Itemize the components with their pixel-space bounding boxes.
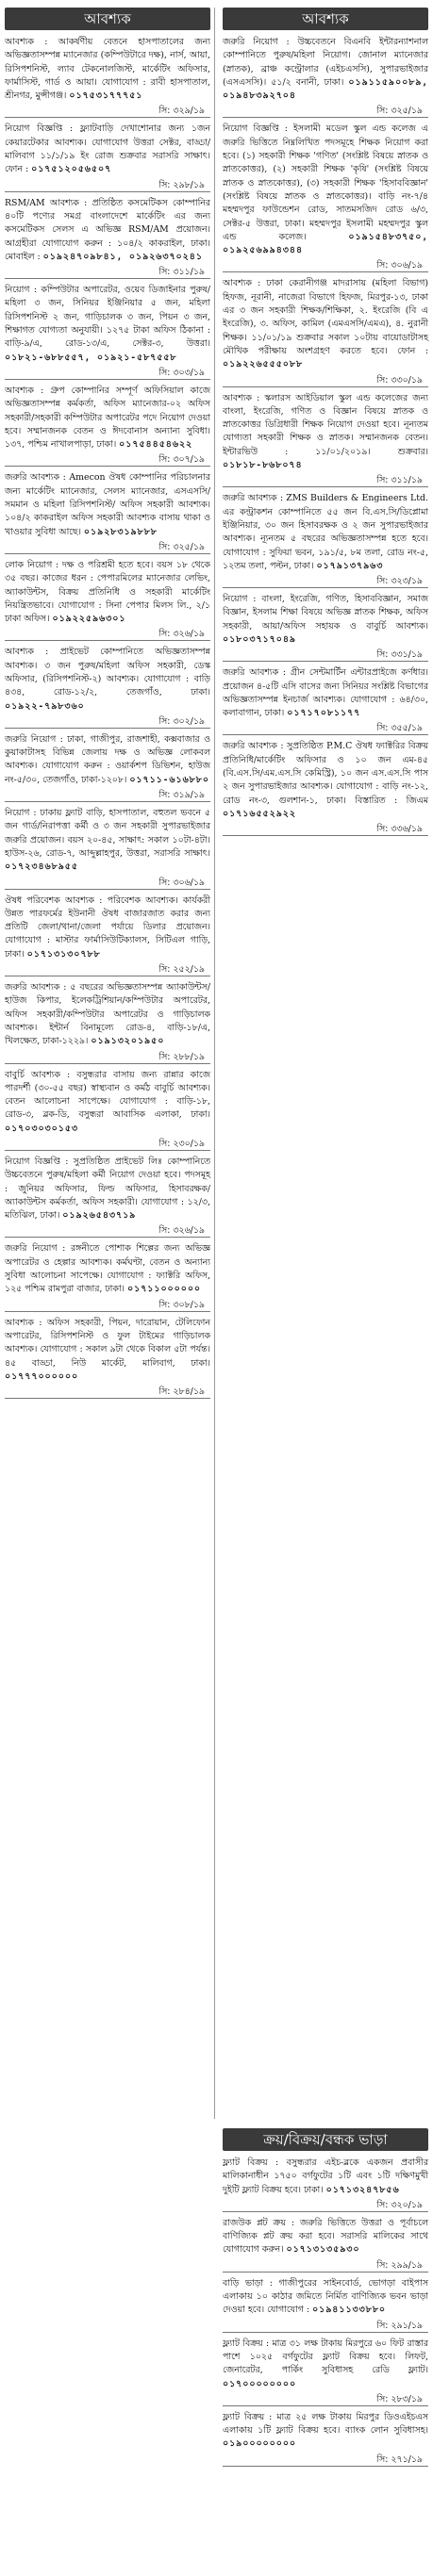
ad-body: জরুরি আবশ্যক : গ্রীন সেন্টমার্টিন এন্টারপ্রাইজে কর্ণধার। প্রয়োজন ৪-৫টি এসি বাসের জন্য সিনিয়র সংশ্লিষ্ট বিভাগের অভিজ্ঞতাসম্পন্ন ইনচার্জ আবশ্যক। যোগাযোগ : ৬৪/৩০, কলাবাগান, ঢাকা। [223,667,428,719]
classified-ad [223,2157,428,2212]
classified-ad [223,392,428,488]
classified-ad [5,1317,210,1399]
buy-sell-section [223,2128,428,2471]
classified-ad [223,666,428,735]
ad-phone: ০১৭১৩১৩০৭৮৮ [26,948,101,960]
ad-body: আবশ্যক : অফিস সহকারী, পিয়ন, দারোয়ান, টেলিফোন অপারেটর, রিসিপশনিস্ট ও ফুল টাইমের গাড়িচালক আবশ্যক। যোগাযোগ : সকাল ৯টা থেকে বিকাল ৫টা পর্যন্ত। ৪৫ বাড্ডা, নিউ মার্কেট, মালিবাগ, ঢাকা। [5,1317,210,1369]
ad-code: সি: ৩৩৬/১৯ [223,823,428,836]
ad-code: সি: ৩৩১/১৯ [223,648,428,662]
classified-ad [223,2411,428,2467]
ad-code: সি: ৩৫৫/১৯ [223,722,428,735]
classified-ad [223,36,428,118]
ad-phone: ০১৭৯১৩৭৯৬৩ [316,560,384,571]
ad-phone: ০১৭১৬৫৫২৯২২ [223,808,296,819]
ad-phone: ০১৯২২৫৯৬৩০১ [52,614,126,625]
ad-body: নিয়োগ : ঢাকায় ফ্ল্যাট বাড়ি, হাসপাতাল, বহুতল ভবনে ৫ জন গার্ড/নিরাপত্তা কর্মী ও ৩ জন সহকারী সুপারভাইজার জরুরি প্রয়োজন। বয়স ২০-৪৫, সাক্ষাৎ: সকাল ১০টা-৪টা। হাউস-২৬, রোড-৭, আব্দুল্লাহপুর, উত্তরা, সরাসরি সাক্ষাৎ। [5,808,210,859]
ad-phone: ০১৭৫১২০৫৬৫০৭ [31,164,112,175]
classified-ad [5,646,210,728]
classified-ad [5,733,210,802]
ad-text [223,36,428,105]
ad-text [223,277,428,373]
right-column [223,8,428,841]
ad-code: সি: ২৮৮/১৯ [5,1051,210,1064]
ad-body: আবশ্যক : প্রাইভেট কোম্পানিতে অভিজ্ঞতাসম্পন্ন আবশ্যক। ৩ জন পুরুষ/মহিলা অফিস সহকারী, ডেস্ক অফিসার, (রিসিপশনিস্ট-২) আবশ্যক। যোগাযোগ : বাড়ি ৪৩৪, রোড-১২/২, তেজগাঁও, ঢাকা। [5,647,210,698]
ad-text [223,2217,428,2259]
ad-phone: ০১৭৭৭০০০০০০ [5,1370,79,1382]
ad-text [223,2277,428,2320]
ad-text [223,492,428,575]
ad-code: সি: ৩০২/১৯ [5,715,210,729]
classified-ad [223,2217,428,2272]
ad-text [5,471,210,540]
classified-ad [223,740,428,836]
ad-code: সি: ২৯৮/১৯ [5,179,210,192]
classified-ad [5,123,210,191]
ad-phone: ০১৯২৮৩১৯৮৮৮ [83,526,158,537]
ad-body: জরুরি আবশ্যক : সুপ্রতিষ্ঠিত P.M.C ঔষধ ফ্যাক্টরির বিক্রয় প্রতিনিধি/মার্কেটিং অফিসার ও ১০ জন এম-৪৫ (বি.এস.সি/এম.এস.সি কেমিস্ট্রি), ১০ জন এস.এস.সি পাস ২ জন সুপারভাইজার আবশ্যক। যোগাযোগ : বাড়ি নং-১২, রোড নং-৩, গুলশান-১, ঢাকা। বিস্তারিত : জিএম [223,741,428,806]
ad-text [5,894,210,963]
section-header-abosshok: আবশ্যক [5,8,210,30]
ad-code: সি: ২৯৯/১৯ [223,2259,428,2272]
classified-ad [5,36,210,118]
ad-text [5,385,210,453]
classified-ad [223,277,428,386]
buy-sell-ads-list [223,2157,428,2467]
ad-phone: ০১৭১১০০০০০০ [127,1284,202,1295]
ad-code: সি: ২৮৩/১৯ [223,2393,428,2406]
ad-body: ফ্ল্যাট বিক্রয় : বসুন্ধরার এইচ-ব্লকে একজন প্রবাসীর মালিকানাধীন ১৭৫০ বর্গফুটের ১টি এবং ১টি দক্ষিণমুখী দুইটি ফ্ল্যাট বিক্রয় হবে। ঢাকা। [223,2158,428,2195]
ad-body: নিয়োগ : বাংলা, ইংরেজি, গণিত, হিসাববিজ্ঞান, সমাজ বিজ্ঞান, ইসলাম শিক্ষা বিষয়ে অভিজ্ঞ স্নাতক শিক্ষক, অফিস সহকারী, আয়া/অফিস সহায়ক ও বাবুর্চি আবশ্যক। [223,594,428,632]
classified-ad [5,471,210,553]
classified-ad [5,284,210,380]
ad-code: সি: ৩১৯/১৯ [5,789,210,802]
ad-text [223,2411,428,2453]
ad-body: আবশ্যক : আকর্ষণীয় বেতনে হাসপাতালের জন্য অভিজ্ঞতাসম্পন্ন ম্যানেজার (কম্পিউটারে দক্ষ), নার্স, আয়া, রিসিপশনিস্ট, ল্যাব টেকনোলজিস্ট, মার্কেটিং অফিসার, ফার্মাসিস্ট, গার্ড ও আয়া। যোগাযোগ : রাবী হাসপাতাল, শ্রীনগর, মুন্সীগঞ্জ। [5,37,210,102]
ad-text [5,1156,210,1224]
ad-text [5,36,210,105]
ad-code: সি: ৩৩০/১৯ [223,374,428,387]
ad-body: জরুরি আবশ্যক : ZMS Builders & Engineers Ltd. এর কন্ট্রাকশন কোম্পানিতে ৫৫ জন বি.এস.সি/ডিপ্লোমা ইঞ্জিনিয়ার, ৩০ জন হিসাবরক্ষক ও ২ জন সুপারভাইজার আবশ্যক। ন্যূনতম ৫ বছরের অভিজ্ঞতাসম্পন্ন হতে হবে। যোগাযোগ : সুফিয়া ভবন, ১৯১/৫, ৮ম তলা, রোড নং-৫, ১২তম তলা, পল্টন, ঢাকা। [223,493,428,571]
ad-phone: ০১৭২৩৪৬৮৯৫৫ [5,861,78,873]
ad-phone: ০১৭৫৪৪৫৪৬২২ [119,439,193,451]
ad-phone: ০১৯১৩২০১৯৫০ [91,1036,165,1047]
ad-phone: ০১৯২৪৭০৯৮৪১, ০১৯২৬৩৭০২৪১ [42,251,203,262]
classified-ad [223,2338,428,2406]
ad-body: আবশ্যক : ঢাকা কেরানীগঞ্জ মাদরাসায় (মহিলা বিভাগ) হিফজ, নূরানী, নাজেরা বিভাগে হিফজ, মিরপুর-১৩, ঢাকা এর ৩ জন সহকারী শিক্ষক/শিক্ষিকা, ২. ইংরেজি (বি এ ইংরেজি), ৩. অফিস, কামিল (এমএসসি/এমএ), ৪. নুরানী শিক্ষক। ১১/০১/১৯ শুক্রবার সকাল ১০টায় বায়োডাটাসহ মৌখিক পরীক্ষায় অংশগ্রহণ করতে হবে। ফোন : [223,278,428,356]
classified-ad [5,197,210,279]
ad-text [5,197,210,266]
ad-phone: ০১৭৫৩১৭৭৭৫১ [69,90,143,102]
ad-body: নিয়োগ বিজ্ঞপ্তি : ইসলামী মডেল স্কুল এন্ড কলেজ এ জরুরি ভিত্তিতে নিম্নলিখিত পদসমূহে শিক্ষক নিয়োগ করা হবে। (১) সহকারী শিক্ষক 'গণিত' (সংশ্লিষ্ট বিষয়ে স্নাতক ও স্নাতকোত্তর), (২) সহকারী শিক্ষক 'কৃষি' (সংশ্লিষ্ট বিষয়ে স্নাতক ও স্নাতকোত্তর), (৩) সহকারী শিক্ষক 'হিসাববিজ্ঞান' (সংশ্লিষ্ট বিষয়ে স্নাতক ও স্নাতকোত্তর)। বাড়ি নং-৭/৪ মহম্মদপুর ফাউন্ডেশন রোড, সাতমসজিদ রোড ৬/৩, সেক্টর-৫ উত্তরা, ঢাকা। মহম্মদপুর ইসলামী মহম্মদপুর স্কুল এন্ড কলেজ। [223,123,428,242]
ad-phone: ০১৯৪১১৩৩৮৮০ [312,2305,387,2316]
ad-code: সি: ৩০৩/১৯ [5,367,210,380]
ad-text [223,666,428,722]
ad-body: জরুরি নিয়োগ : রঙ্গনীতে পোশাক শিল্পের জন্য অভিজ্ঞ অপারেটর ও হেল্পার আবশ্যক। কর্মঘণ্টা, বেতন ও অন্যান্য সুবিধা আলোচনা সাপেক্ষে। যোগাযোগ : ফ্যাক্টরি অফিস, ১২৫ পশ্চিম রামপুরা বাজার, ঢাকা। [5,1243,210,1295]
ad-code: সি: ২৫২/১৯ [5,963,210,976]
ad-text [5,733,210,789]
classified-ad [5,807,210,889]
ad-phone: ০১৯২২-৭৯৮৩৬০ [5,700,85,712]
ad-body: আবশ্যক : স্কলারস আইডিয়াল স্কুল এন্ড কলেজের জন্য বাংলা, ইংরেজি, গণিত ও বিজ্ঞান বিষয়ে স্নাতক ও স্নাতকোত্তর ডিগ্রিধারী শিক্ষক নিয়োগ দেওয়া হবে। নূন্যতম যোগ্যতা সহকারী শিক্ষক ও স্নাতক। সম্মানজনক বেতন। ইন্টারভিউ : ১১/০১/২০১৯। শুক্রবার। [223,392,428,457]
ad-code: সি: ২৯১/১৯ [223,2320,428,2333]
ad-body: লোক নিয়োগ : দক্ষ ও পরিশ্রমী হতে হবে। বয়স ১৮ থেকে ৩৫ বছর। কাজের ধরন : পেপারমিলের ম্যানেজার লেভিং, অ্যাকাউন্টস, বিক্রয় প্রতিনিধি ও সহকারী মার্কেটিং নিয়ন্ত্রিতভাবে। যোগাযোগ : সিনা পেপার মিলস লি., ২/১ ঢাকা অফিস। [5,559,210,625]
ad-body: জরুরি নিয়োগ : উচ্চবেতনে বিএনবি ইন্টারন্যাশনাল কোম্পানিতে পুরুষ/মহিলা নিয়োগ। জোনাল ম্যানেজার (স্নাতক), ব্রাঞ্চ কন্ট্রোলার (এইচএসসি), সুপারভাইজার (এসএসসি)। ৫১/২ বনানী, ঢাকা। [223,37,428,88]
ad-body: নিয়োগ বিজ্ঞপ্তি : ফ্ল্যাটবাড়ি দেখাশোনার জন্য ১জন কেয়ারটেকার আবশ্যক। যোগাযোগ উত্তরা সেক্টর, বাড্ডা/মালিবাগ ১১/১/১৯ ইং রোজ শুক্রবার সরাসরি সাক্ষাৎ। ফোন : [5,123,210,175]
ad-code: সি: ২৭১/১৯ [223,2453,428,2467]
ad-phone: ০১৭১৩১৩৫৯৩০ [286,2244,360,2256]
ad-body: বাড়ি ভাড়া : গাজীপুরের সাইনবোর্ড, ভোগড়া বাইপাস এলাকায় ১০ কাঠার জমিতে নির্মিত বাণিজ্যিক ভবন ভাড়া দেওয়া হবে। যোগাযোগ : [223,2277,428,2316]
classified-ad [5,385,210,467]
ad-body: ফ্ল্যাট বিক্রয় : মাত্র ৩১ লক্ষ টাকায় মিরপুরে ৬০ ফিট রাস্তার পাশে ১০২৫ বর্গফুটের ফ্ল্যাট বিক্রয় হবে। লিফট, জেনারেটর, পার্কিং সুবিধাসহ রেডি ফ্ল্যাট। [223,2338,428,2376]
ad-text [223,2157,428,2199]
ad-phone: ০১৭০৩০৩০১৫৩ [5,1123,79,1134]
section-header-buy-sell: ক্রয়/বিক্রয়/বন্ধক ভাড়া [223,2128,428,2151]
ad-code: সি: ২৩০/১৯ [5,1138,210,1151]
ad-body: জরুরি আবশ্যক : ৫ বছরের অভিজ্ঞতাসম্পন্ন অ্যাকাউন্টস/হাউজ কিপার, ইলেকট্রিশিয়ান/কম্পিউটার অপারেটর, অফিস সহকারী/কম্পিউটার অপারেটর ও গাড়িচালক আবশ্যক। ইন্টার্ন বিনামূল্যে রোড-৪, বাড়ি-১৮/এ, খিলক্ষেত, ঢাকা-১২২৯। [5,982,210,1047]
section-header-abosshok-right: আবশ্যক [223,8,428,30]
left-ads-list [5,36,210,1399]
ad-code: সি: ৩২৫/১৯ [223,105,428,118]
ad-text [5,807,210,876]
left-column [5,8,210,1403]
classified-ad [5,1156,210,1238]
ad-body: নিয়োগ : কম্পিউটার অপারেটর, ওয়েব ডিজাইনার পুরুষ/মহিলা ৩ জন, সিনিয়র ইঞ্জিনিয়ার ৫ জন, মহিলা রিসিপশনিস্ট ২ জন, গাড়িচালক ৩ জন, পিয়ন ৩ জন, শিক্ষাগত যোগ্যতা অনুযায়ী। ১২৭৫ টাকা অফিস ঠিকানা : বাড়ি-৯/এ, রোড-১৩/এ, সেক্টর-৩, উত্তরা। [5,285,210,350]
ad-phone: ০১৯২৬৫৪৩৭১৯ [62,1210,137,1222]
classified-ad [5,559,210,641]
ad-body: ফ্ল্যাট বিক্রয় : মাত্র ২৫ লক্ষ টাকায় মিরপুর ডিওএইচএস এলাকায় ১টি ফ্ল্যাট বিক্রয় হবে। ব্যাংক লোন সুবিধাসহ। [223,2411,428,2437]
ad-code: সি: ৩০৭/১৯ [5,453,210,467]
ad-body: RSM/AM আবশ্যক : প্রতিষ্ঠিত কসমেটিকস কোম্পানির ৪০টি পণ্যের সমগ্র বাংলাদেশে মার্কেটিং এর জন্য কসমেটিকস সেলস এ অভিজ্ঞ RSM/AM প্রয়োজন। আগ্রহীরা যোগাযোগ করুন : ১০৪/২ কাকরাইল, ঢাকা। মোবাইল : [5,197,210,262]
classified-ad [223,2277,428,2333]
ad-text [5,284,210,367]
ad-phone: ০১৯০০০০০০০০ [223,2438,297,2450]
ad-text [5,646,210,714]
ad-phone: ০১৯১৫৪৮৩৭৫০, ০১৯২৫৬৯৯৪৩৪৪ [223,231,428,256]
ad-text [5,123,210,178]
ad-code: সি: ৩০৬/১৯ [5,877,210,890]
ad-body: রাজউক প্লট ক্রয় : জরুরি ভিত্তিতে উত্তরা ও পূর্বাচলে বাণিজ্যিক প্লট ক্রয় করা হবে। সরাসরি মালিকের সাথে যোগাযোগ করুন। [223,2217,428,2256]
ad-code: সি: ৩০৬/১৯ [223,259,428,272]
ad-body: জরুরি আবশ্যক : Amecon ঔষধ কোম্পানির পরিচালনার জন্য মার্কেটিং ম্যানেজার, সেলস ম্যানেজার, এসএসসি/ সমমান ও মহিলা রিসিপশনিস্ট/ অফিস সহকারী আবশ্যক। ১০৪/২ কাকরাইল অফিস সহকারী আবশ্যক বাসায় থাকা ও খাওয়ার সুবিধা আছে। [5,472,210,537]
column-divider [214,8,215,2119]
ad-phone: ০১৭১১-৬১৬৮৮০ [129,774,209,785]
ad-phone: ০১৭০০০০০০০০ [223,2378,297,2389]
ad-code: সি: ৩২৬/১৯ [5,628,210,641]
ad-code: সি: ৩২৬/১৯ [5,1224,210,1238]
ad-code: সি: ২৮৪/১৯ [5,1386,210,1399]
ad-code: সি: ৩২০/১৯ [223,2199,428,2212]
ad-text [5,1317,210,1386]
ad-code: সি: ৩২৩/১৯ [223,575,428,588]
ad-text [5,1242,210,1298]
classified-ad [5,894,210,976]
classified-ad [5,1069,210,1151]
classified-ad [223,593,428,662]
classified-ad [5,981,210,1063]
ad-code: সি: ৩১১/১৯ [5,266,210,279]
ad-code: সি: ৩১১/১৯ [223,474,428,487]
ad-text [5,1069,210,1138]
ad-phone: ০১৮১৮-৮৬৮০৭৪ [223,460,303,471]
classified-ad [223,123,428,272]
ad-text [223,593,428,648]
ad-phone: ০১৯১১৫৯০০৮৯, ০১৯৪৮৩৯২৭০৪ [223,76,429,102]
ad-body: জরুরি নিয়োগ : ঢাকা, গাজীপুর, রাজশাহী, কক্সবাজার ও কুয়াকাটাসহ বিভিন্ন জেলায় দক্ষ ও অভিজ্ঞ লোকবল আবশ্যক। যোগাযোগ করুন : ওয়ার্কশপ ডিভিশন, হাউজ নং-৫/৩০, তেজগাঁও, ঢাকা-১২০৮। [5,733,210,785]
ad-phone: ০১৭১৩২৪৭৮৫৬ [325,2184,400,2195]
ad-phone: ০১৮০৩৭১৭০৪৯ [223,633,296,645]
ad-text [223,123,428,259]
ad-text [5,559,210,628]
ad-text [223,740,428,823]
ad-code: সি: ৩২৯/১৯ [5,105,210,118]
right-ads-list [223,36,428,836]
classified-ad [5,1242,210,1311]
classified-ad [223,492,428,588]
ad-text [5,981,210,1050]
ad-text [223,392,428,475]
ad-body: আবশ্যক : গ্রুপ কোম্পানির সম্পূর্ণ অফিসিয়াল কাজে অভিজ্ঞতাসম্পন্ন কর্মকর্তা, অফিস ম্যানেজার-০২ অফিস সহকারী/সহকারী কম্পিউটার অপারেটর পদে নিয়োগ দেওয়া হবে। সম্মানজনক বেতন ও ঈদবোনাস অন্যান্য সুবিধা। ১৩৭, পশ্চিম নাখালপাড়া, ঢাকা। [5,385,210,451]
ad-body: নিয়োগ বিজ্ঞপ্তি : সুপ্রতিষ্ঠিত প্রাইভেট লিঃ কোম্পানিতে উচ্চবেতনে পুরুষ/মহিলা কর্মী নিয়োগ দেওয়া হবে। পদসমূহ : জুনিয়র অফিসার, ফিল্ড অফিসার, হিসাবরক্ষক/অ্যাকাউন্টস কর্মকর্তা, অফিস সহকারী। যোগাযোগ : ১২/৩, মতিঝিল, ঢাকা। [5,1157,210,1222]
ad-phone: ০১৯২২৬৫৫৫০৮৮ [223,359,304,370]
ad-code: সি: ৩০৮/১৯ [5,1299,210,1312]
ad-body: বাবুর্চি আবশ্যক : বসুন্ধরার বাসায় জন্য রান্নার কাজে পারদর্শী (৩০-৫৫ বছর) স্বাস্থ্যবান ও কর্মঠ বাবুর্চি আবশ্যক। বেতন আলোচনা সাপেক্ষে। যোগাযোগ : বাড়ি-১৮, রোড-৩, ব্লক-ডি, বসুন্ধরা আবাসিক এলাকা, ঢাকা। [5,1069,210,1121]
ad-body: ঔষধ পরিবেশক আবশ্যক : পরিবেশক আবশ্যক। কার্যকরী উন্নত পারফর্মের ইউনানী ঔষধ বাজারজাত করার জন্য প্রতিটি জেলা/থানা/জেলা পর্যায়ে ডিলার প্রয়োজন। যোগাযোগ : মাস্টার ফার্মাসিউটিক্যালস, সিটিএল গাড়ি, ঢাকা। [5,894,210,960]
ad-code: সি: ৩২৫/১৯ [5,541,210,554]
ad-phone: ০১৭১৭০৮১১৭৭ [287,708,361,719]
ad-text [223,2338,428,2393]
ad-phone: ০১৮২১-৬৮৮৫৫৭, ০১৯২১-৫৮৭৫৫৮ [5,352,177,363]
